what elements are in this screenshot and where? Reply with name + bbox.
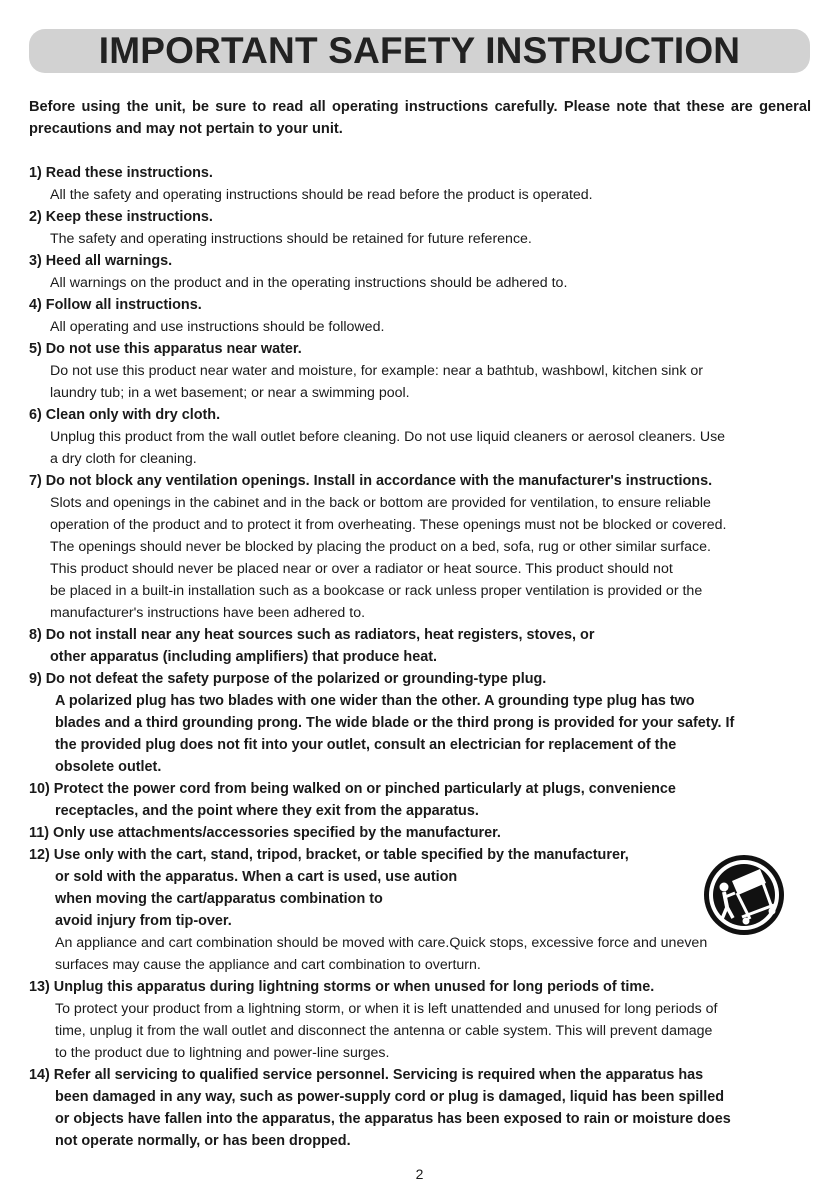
- safety-instructions-list: [29, 162, 819, 1152]
- detail-line: Slots and openings in the cabinet and in the back or bottom are provided for ventilation, to ensure reliable: [50, 495, 711, 511]
- cart-tip-over-warning-icon: [702, 853, 786, 937]
- instruction-heading: 9) Do not defeat the safety purpose of the polarized or grounding-type plug.: [29, 671, 547, 687]
- title-banner: [29, 29, 810, 73]
- detail-line: the provided plug does not fit into your outlet, consult an electrician for replacement of the: [55, 737, 677, 753]
- instruction-heading: 13) Unplug this apparatus during lightning storms or when unused for long periods of time.: [29, 979, 655, 995]
- detail-line: This product should never be placed near or over a radiator or heat source. This product should not: [50, 561, 673, 577]
- detail-line: All warnings on the product and in the operating instructions should be adhered to.: [50, 275, 568, 291]
- instruction-heading: 7) Do not block any ventilation openings. Install in accordance with the manufacturer's instructions.: [29, 473, 713, 489]
- detail-line: receptacles, and the point where they exit from the apparatus.: [55, 803, 479, 819]
- page-title: IMPORTANT SAFETY INSTRUCTION: [98, 30, 741, 71]
- instruction-detail: [50, 316, 819, 338]
- detail-line: avoid injury from tip-over.: [55, 913, 232, 929]
- detail-line: The openings should never be blocked by placing the product on a bed, sofa, rug or other similar surface.: [50, 539, 711, 555]
- detail-line: operation of the product and to protect it from overheating. These openings must not be blocked or covered.: [50, 517, 727, 533]
- detail-line: Do not use this product near water and moisture, for example: near a bathtub, washbowl, kitchen sink or: [50, 363, 703, 379]
- instruction-detail: [55, 998, 819, 1064]
- instruction-detail: [50, 360, 819, 404]
- instruction-detail: [50, 184, 819, 206]
- detail-line: The safety and operating instructions should be retained for future reference.: [50, 231, 532, 247]
- detail-line: not operate normally, or has been dropped.: [55, 1133, 351, 1149]
- detail-line: be placed in a built-in installation such as a bookcase or rack unless proper ventilation is provided or the: [50, 583, 703, 599]
- instruction-heading-continued: other apparatus (including amplifiers) that produce heat.: [50, 649, 437, 665]
- instruction-heading: 6) Clean only with dry cloth.: [29, 407, 221, 423]
- detail-line: All operating and use instructions should be followed.: [50, 319, 385, 335]
- detail-line: A polarized plug has two blades with one wider than the other. A grounding type plug has two: [55, 693, 695, 709]
- detail-line: when moving the cart/apparatus combination to: [55, 891, 383, 907]
- intro-paragraph: Before using the unit, be sure to read all operating instructions carefully. Please note that these are general precautions and may not pertain to your unit.: [29, 99, 811, 137]
- detail-line: Unplug this product from the wall outlet before cleaning. Do not use liquid cleaners or aerosol cleaners. Use: [50, 429, 726, 445]
- detail-line: An appliance and cart combination should be moved with care.Quick stops, excessive force and uneven: [55, 935, 708, 951]
- detail-line: All the safety and operating instructions should be read before the product is operated.: [50, 187, 593, 203]
- instruction-heading: 8) Do not install near any heat sources such as radiators, heat registers, stoves, or: [29, 627, 595, 643]
- instruction-heading: 10) Protect the power cord from being walked on or pinched particularly at plugs, convenience: [29, 781, 676, 797]
- instruction-heading: 12) Use only with the cart, stand, tripod, bracket, or table specified by the manufacturer,: [29, 847, 629, 863]
- instruction-detail: [50, 272, 819, 294]
- instruction-detail-bold: [55, 690, 819, 778]
- instruction-detail: [50, 492, 819, 624]
- page-number: 2: [415, 1166, 424, 1182]
- instruction-heading: 4) Follow all instructions.: [29, 297, 202, 313]
- instruction-heading: 2) Keep these instructions.: [29, 209, 213, 225]
- instruction-heading: 14) Refer all servicing to qualified service personnel. Servicing is required when the apparatus has: [29, 1067, 704, 1083]
- detail-line: manufacturer's instructions have been adhered to.: [50, 605, 366, 621]
- detail-line: or objects have fallen into the apparatus, the apparatus has been exposed to rain or moisture does: [55, 1111, 731, 1127]
- instruction-detail-bold: [55, 1086, 819, 1152]
- detail-line: blades and a third grounding prong. The wide blade or the third prong is provided for your safety. If: [55, 715, 735, 731]
- instruction-detail: [55, 932, 819, 976]
- detail-line: time, unplug it from the wall outlet and disconnect the antenna or cable system. This will prevent damage: [55, 1023, 713, 1039]
- instruction-heading: 11) Only use attachments/accessories specified by the manufacturer.: [29, 825, 501, 841]
- detail-line: surfaces may cause the appliance and cart combination to overturn.: [55, 957, 481, 973]
- detail-line: to the product due to lightning and power-line surges.: [55, 1045, 390, 1061]
- detail-line: or sold with the apparatus. When a cart is used, use aution: [55, 869, 458, 885]
- detail-line: been damaged in any way, such as power-supply cord or plug is damaged, liquid has been spilled: [55, 1089, 725, 1105]
- detail-line: a dry cloth for cleaning.: [50, 451, 197, 467]
- instruction-heading: 3) Heed all warnings.: [29, 253, 173, 269]
- detail-line: obsolete outlet.: [55, 759, 162, 775]
- detail-line: To protect your product from a lightning storm, or when it is left unattended and unused for long periods of: [55, 1001, 718, 1017]
- detail-line: laundry tub; in a wet basement; or near a swimming pool.: [50, 385, 410, 401]
- instruction-detail: [50, 426, 819, 470]
- instruction-detail-bold: [55, 800, 819, 822]
- instruction-heading: 5) Do not use this apparatus near water.: [29, 341, 302, 357]
- instruction-detail: [50, 228, 819, 250]
- instruction-heading: 1) Read these instructions.: [29, 165, 213, 181]
